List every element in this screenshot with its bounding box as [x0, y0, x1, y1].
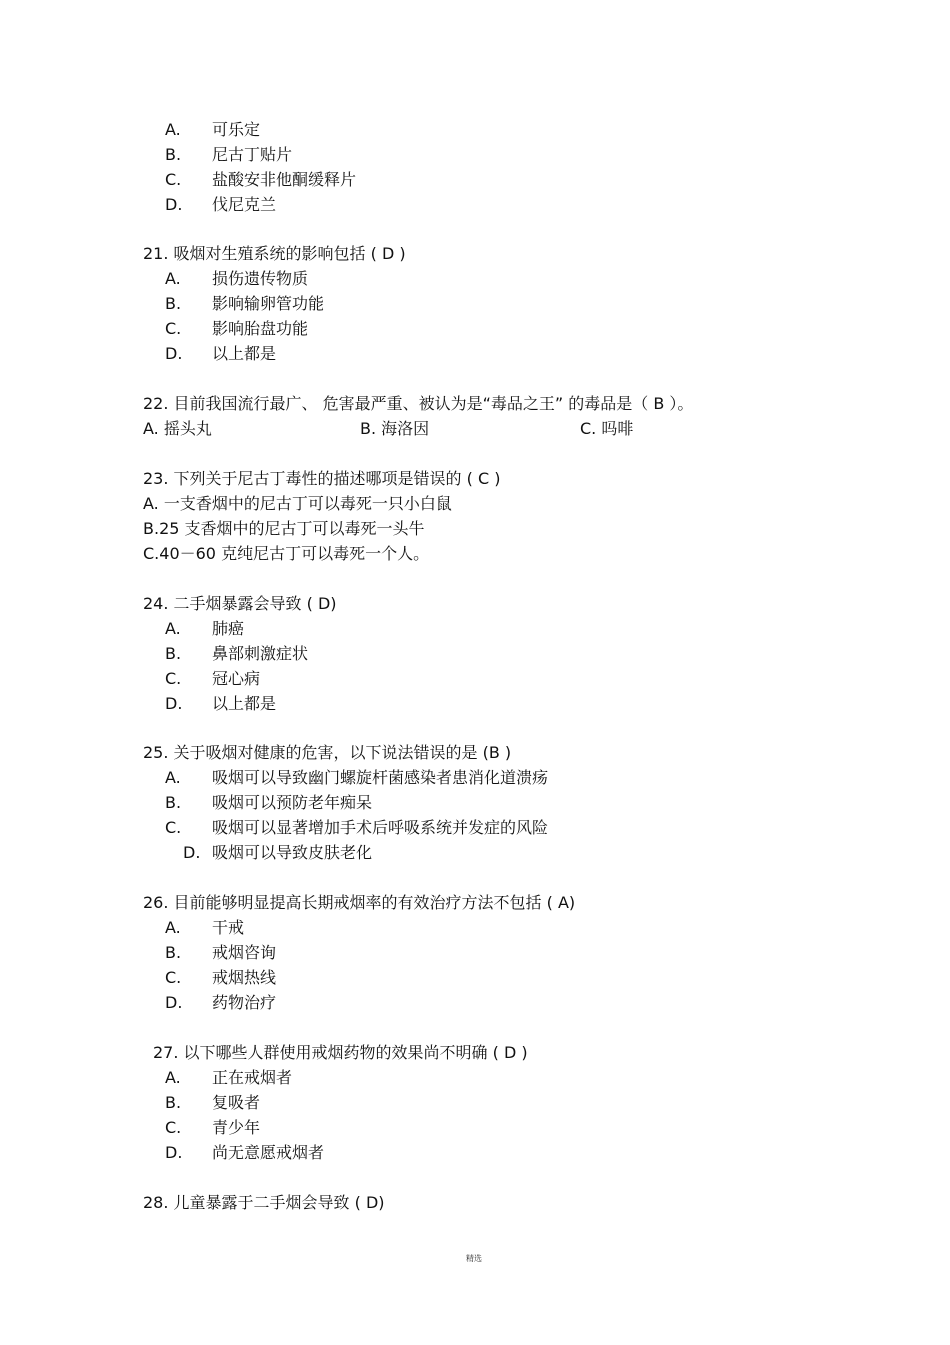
q23-stem: 23. 下列关于尼古丁毒性的描述哪项是错误的 ( C ): [143, 469, 501, 488]
q23-option-b: B.25 支香烟中的尼古丁可以毒死一头牛: [143, 519, 425, 538]
q26-option-b: [165, 943, 276, 963]
option-text: 吸烟可以导致皮肤老化: [212, 843, 373, 862]
q23-option-c: C.40－60 克纯尼古丁可以毒死一个人。: [143, 544, 430, 563]
q21-stem: 21. 吸烟对生殖系统的影响包括 ( D ): [143, 244, 406, 263]
option-label: D.: [183, 843, 201, 862]
q22-option-a: A. 摇头丸: [143, 419, 212, 438]
option-label: D.: [165, 694, 183, 713]
q27-option-b: [165, 1093, 260, 1113]
option-text: 青少年: [212, 1118, 261, 1137]
option-label: C.: [165, 1118, 182, 1137]
option-text: 吸烟可以显著增加手术后呼吸系统并发症的风险: [212, 818, 549, 837]
q20-option-d: [165, 195, 276, 215]
q22-option-b: B. 海洛因: [360, 419, 430, 438]
q25-stem: 25. 关于吸烟对健康的危害，以下说法错误的是 (B ): [143, 743, 512, 762]
option-text: 可乐定: [212, 120, 261, 139]
option-text: 冠心病: [212, 669, 261, 688]
q27-stem: 27. 以下哪些人群使用戒烟药物的效果尚不明确 ( D ): [153, 1043, 528, 1062]
option-label: A.: [165, 619, 181, 638]
option-text: 肺癌: [212, 619, 245, 638]
option-text: 盐酸安非他酮缓释片: [212, 170, 357, 189]
option-label: C.: [165, 669, 182, 688]
option-text: 以上都是: [212, 344, 277, 363]
option-text: 戒烟咨询: [212, 943, 277, 962]
q28-stem: 28. 儿童暴露于二手烟会导致 ( D): [143, 1193, 385, 1212]
q21-option-c: [165, 319, 308, 339]
q22-option-c: C. 吗啡: [580, 419, 634, 438]
q22-stem: 22. 目前我国流行最广、 危害最严重、被认为是“毒品之王” 的毒品是（ B ）。: [143, 394, 694, 413]
option-label: B.: [165, 644, 182, 663]
option-text: 鼻部刺激症状: [212, 644, 309, 663]
q24-option-b: [165, 644, 308, 664]
option-label: D.: [165, 1143, 183, 1162]
q26-option-c: [165, 968, 276, 988]
option-label: B.: [165, 793, 182, 812]
option-label: C.: [165, 818, 182, 837]
option-label: A.: [165, 768, 181, 787]
q27-option-c: [165, 1118, 260, 1138]
q25-option-a: [165, 768, 548, 788]
option-label: A.: [165, 1068, 181, 1087]
q25-option-d: [183, 843, 372, 863]
option-label: B.: [165, 145, 182, 164]
option-label: B.: [165, 294, 182, 313]
option-label: A.: [165, 120, 181, 139]
q20-option-c: [165, 170, 356, 190]
option-text: 尚无意愿戒烟者: [212, 1143, 325, 1162]
option-label: A.: [165, 918, 181, 937]
option-text: 干戒: [212, 918, 245, 937]
q21-option-b: [165, 294, 324, 314]
q26-option-a: [165, 918, 244, 938]
option-text: 影响胎盘功能: [212, 319, 309, 338]
option-label: C.: [165, 968, 182, 987]
option-text: 尼古丁贴片: [212, 145, 293, 164]
q21-option-a: [165, 269, 308, 289]
option-label: B.: [165, 943, 182, 962]
option-text: 以上都是: [212, 694, 277, 713]
option-label: D.: [165, 993, 183, 1012]
option-text: 伐尼克兰: [212, 195, 277, 214]
option-label: D.: [165, 195, 183, 214]
option-text: 正在戒烟者: [212, 1068, 293, 1087]
q25-option-b: [165, 793, 372, 813]
q23-option-a: A. 一支香烟中的尼古丁可以毒死一只小白鼠: [143, 494, 452, 513]
option-label: C.: [165, 319, 182, 338]
option-text: 吸烟可以预防老年痴呆: [212, 793, 373, 812]
q27-option-a: [165, 1068, 292, 1088]
option-text: 损伤遗传物质: [212, 269, 309, 288]
q26-option-d: [165, 993, 276, 1013]
q24-option-a: [165, 619, 244, 639]
q20-option-b: [165, 145, 292, 165]
q24-option-c: [165, 669, 260, 689]
option-label: D.: [165, 344, 183, 363]
option-label: B.: [165, 1093, 182, 1112]
q20-option-a: [165, 120, 260, 140]
option-text: 药物治疗: [212, 993, 277, 1012]
option-text: 复吸者: [212, 1093, 261, 1112]
q24-stem: 24. 二手烟暴露会导致 ( D): [143, 594, 337, 613]
option-text: 吸烟可以导致幽门螺旋杆菌感染者患消化道溃疡: [212, 768, 549, 787]
option-label: A.: [165, 269, 181, 288]
q26-stem: 26. 目前能够明显提高长期戒烟率的有效治疗方法不包括 ( A): [143, 893, 576, 912]
q21-option-d: [165, 344, 276, 364]
option-label: C.: [165, 170, 182, 189]
option-text: 影响输卵管功能: [212, 294, 325, 313]
q27-option-d: [165, 1143, 324, 1163]
option-text: 戒烟热线: [212, 968, 277, 987]
q24-option-d: [165, 694, 276, 714]
page-footer: 精选: [466, 1254, 482, 1263]
q25-option-c: [165, 818, 548, 838]
